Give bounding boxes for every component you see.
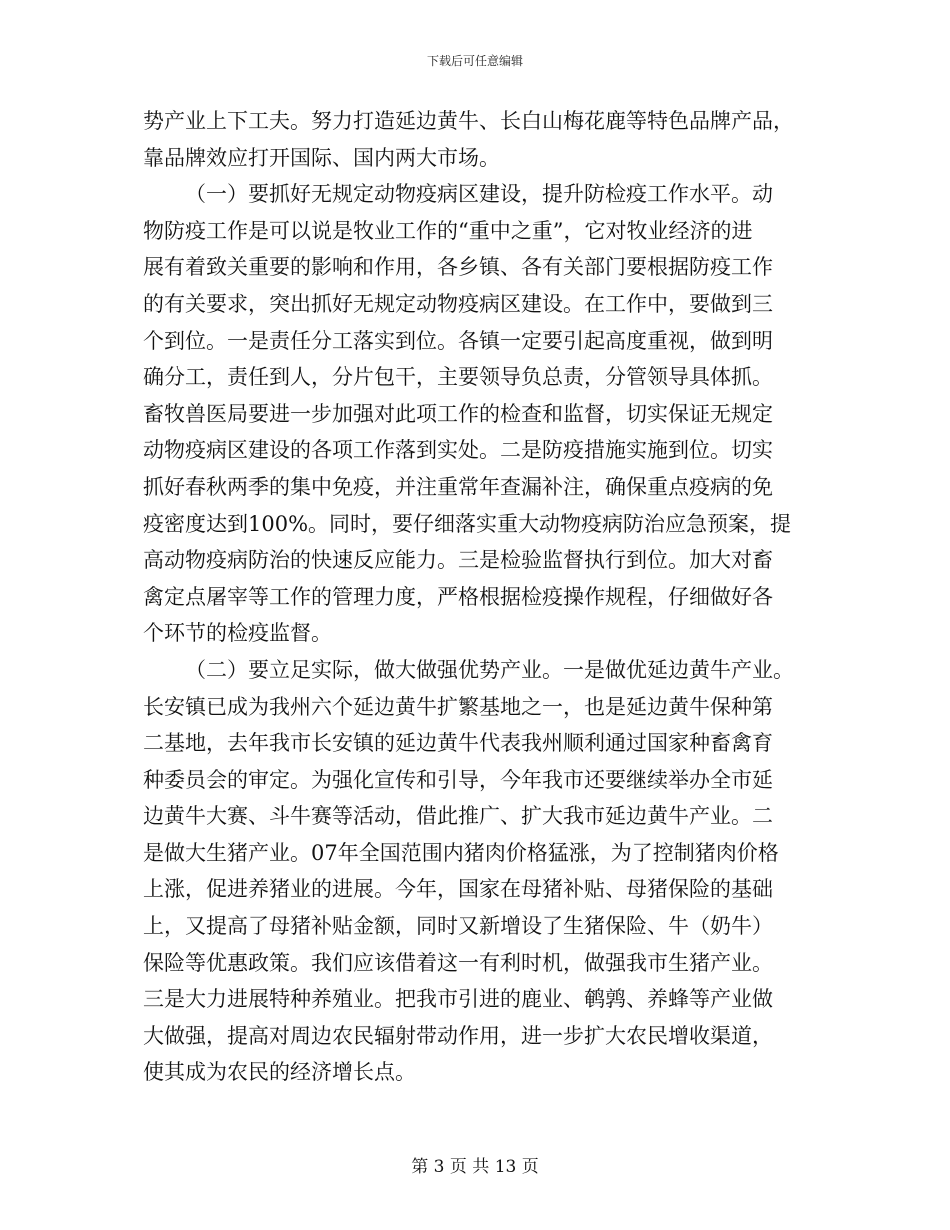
text-line: 物防疫工作是可以说是牧业工作的“重中之重”，它对牧业经济的进 xyxy=(143,218,753,243)
text-line: 三是大力进展特种养殖业。把我市引进的鹿业、鹌鹑、养蜂等产业做 xyxy=(143,987,773,1012)
text-line: 禽定点屠宰等工作的管理力度，严格根据检疫操作规程，仔细做好各 xyxy=(143,584,773,609)
text-line: 靠品牌效应打开国际、国内两大市场。 xyxy=(143,145,500,170)
text-line: 疫密度达到100%。同时，要仔细落实重大动物疫病防治应急预案，提 xyxy=(143,511,792,536)
text-line: 使其成为农民的经济增长点。 xyxy=(143,1060,416,1085)
document-body xyxy=(143,103,813,1091)
text-line: 确分工，责任到人，分片包干，主要领导负总责，分管领导具体抓。 xyxy=(143,365,773,390)
text-line: 动物疫病区建设的各项工作落到实处。二是防疫措施实施到位。切实 xyxy=(143,438,773,463)
text-line: 高动物疫病防治的快速反应能力。三是检验监督执行到位。加大对畜 xyxy=(143,548,773,573)
paragraph xyxy=(143,652,813,1091)
text-line: 二基地，去年我市长安镇的延边黄牛代表我州顺利通过国家种畜禽育 xyxy=(143,731,773,756)
text-line: 上涨，促进养猪业的进展。今年，国家在母猪补贴、母猪保险的基础 xyxy=(143,877,773,902)
paragraph xyxy=(143,103,813,176)
page-header: 下载后可任意编辑 xyxy=(426,54,523,68)
text-line: 的有关要求，突出抓好无规定动物疫病区建设。在工作中，要做到三 xyxy=(143,291,773,316)
text-line: 大做强，提高对周边农民辐射带动作用，进一步扩大农民增收渠道， xyxy=(143,1023,773,1048)
text-line: 抓好春秋两季的集中免疫，并注重常年查漏补注，确保重点疫病的免 xyxy=(143,474,773,499)
text-line: 边黄牛大赛、斗牛赛等活动，借此推广、扩大我市延边黄牛产业。二 xyxy=(143,804,773,829)
text-line: 种委员会的审定。为强化宣传和引导，今年我市还要继续举办全市延 xyxy=(143,767,773,792)
page-footer: 第 3 页 共 13 页 xyxy=(411,1157,539,1177)
text-line: （一）要抓好无规定动物疫病区建设，提升防检疫工作水平。动 xyxy=(185,182,773,207)
paragraph xyxy=(143,176,813,652)
text-line: （二）要立足实际，做大做强优势产业。一是做优延边黄牛产业。 xyxy=(185,657,794,682)
text-line: 个到位。一是责任分工落实到位。各镇一定要引起高度重视，做到明 xyxy=(143,328,773,353)
text-line: 个环节的检疫监督。 xyxy=(143,621,332,646)
text-line: 长安镇已成为我州六个延边黄牛扩繁基地之一，也是延边黄牛保种第 xyxy=(143,694,773,719)
text-line: 上，又提高了母猪补贴金额，同时又新增设了生猪保险、牛（奶牛） xyxy=(143,914,773,939)
text-line: 势产业上下工夫。努力打造延边黄牛、长白山梅花鹿等特色品牌产品， xyxy=(143,109,794,133)
text-line: 展有着致关重要的影响和作用，各乡镇、各有关部门要根据防疫工作 xyxy=(143,255,773,280)
text-line: 保险等优惠政策。我们应该借着这一有利时机，做强我市生猪产业。 xyxy=(143,950,773,975)
text-line: 畜牧兽医局要进一步加强对此项工作的检查和监督，切实保证无规定 xyxy=(143,401,773,426)
text-line: 是做大生猪产业。07年全国范围内猪肉价格猛涨，为了控制猪肉价格 xyxy=(143,840,779,865)
